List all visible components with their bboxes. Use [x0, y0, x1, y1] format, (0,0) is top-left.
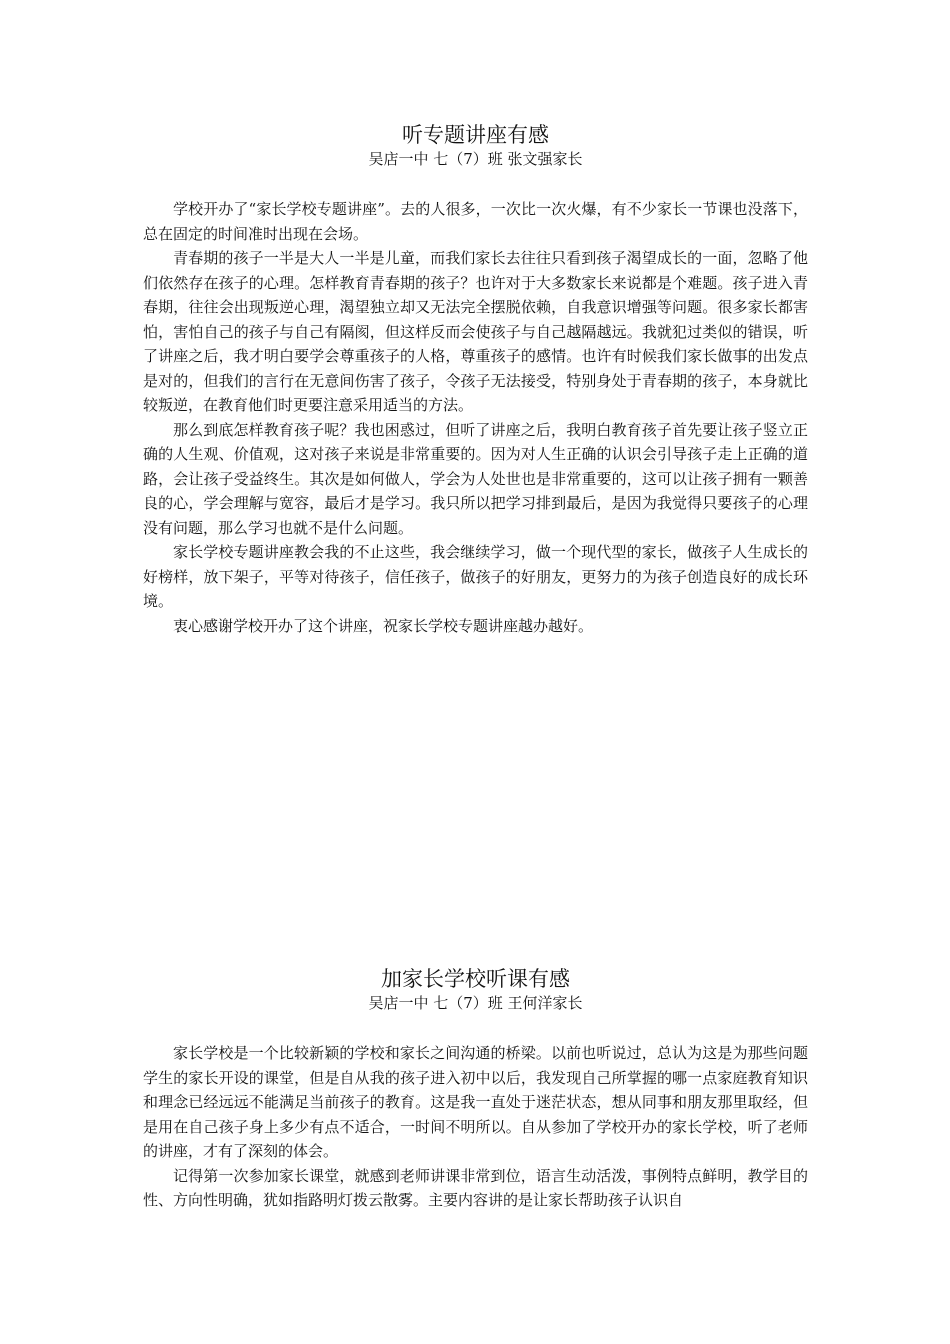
article-title: 听专题讲座有感 — [402, 123, 549, 147]
paragraph: 家长学校是一个比较新颖的学校和家长之间沟通的桥梁。以前也听说过，总认为这是为那些问题学生的家长开设的课堂，但是自从我的孩子进入初中以后，我发现自己所掌握的哪一点家庭教育知识和理念已经远远不能满足当前孩子的教育。这是我一直处于迷茫状态，想从同事和朋友那里取经，但是用在自己孩子身上多少有点不适合，一时间不明所以。自从参加了学校开办的家长学校，听了老师的讲座，才有了深刻的体会。 — [143, 1044, 808, 1160]
paragraph: 家长学校专题讲座教会我的不止这些，我会继续学习，做一个现代型的家长，做孩子人生成长的好榜样，放下架子，平等对待孩子，信任孩子，做孩子的好朋友，更努力的为孩子创造良好的成长环境。 — [143, 543, 808, 610]
paragraph: 那么到底怎样教育孩子呢？我也困惑过，但听了讲座之后，我明白教育孩子首先要让孩子竖立正确的人生观、价值观，这对孩子来说是非常重要的。因为对人生正确的认识会引导孩子走上正确的道路，会让孩子受益终生。其次是如何做人，学会为人处世也是非常重要的，这可以让孩子拥有一颗善良的心，学会理解与宽容，最后才是学习。我只所以把学习排到最后，是因为我觉得只要孩子的心理没有问题，那么学习也就不是什么问题。 — [143, 420, 808, 537]
article-1 — [143, 122, 808, 638]
article-byline: 吴店一中 七（7）班 张文强家长 — [368, 150, 583, 168]
article-title: 加家长学校听课有感 — [381, 967, 570, 991]
article-2 — [143, 966, 808, 1213]
paragraph: 学校开办了“家长学校专题讲座”。去的人很多，一次比一次火爆，有不少家长一节课也没落下，总在固定的时间准时出现在会场。 — [143, 200, 808, 243]
article-byline: 吴店一中 七（7）班 王何洋家长 — [368, 994, 583, 1012]
paragraph: 记得第一次参加家长课堂，就感到老师讲课非常到位，语言生动活泼，事例特点鲜明，教学目的性、方向性明确，犹如指路明灯拨云散雾。主要内容讲的是让家长帮助孩子认识自 — [143, 1166, 808, 1209]
paragraph: 衷心感谢学校开办了这个讲座，祝家长学校专题讲座越办越好。 — [173, 616, 594, 635]
paragraph: 青春期的孩子一半是大人一半是儿童，而我们家长去往往只看到孩子渴望成长的一面，忽略了他们依然存在孩子的心理。怎样教育青春期的孩子？也许对于大多数家长来说都是个难题。孩子进入青春期，往往会出现叛逆心理，渴望独立却又无法完全摆脱依赖，自我意识增强等问题。很多家长都害怕，害怕自己的孩子与自己有隔阂，但这样反而会使孩子与自己越隔越远。我就犯过类似的错误，听了讲座之后，我才明白要学会尊重孩子的人格，尊重孩子的感情。也许有时候我们家长做事的出发点是对的，但我们的言行在无意间伤害了孩子，令孩子无法接受，特别身处于青春期的孩子，本身就比较叛逆，在教育他们时更要注意采用适当的方法。 — [143, 249, 808, 414]
